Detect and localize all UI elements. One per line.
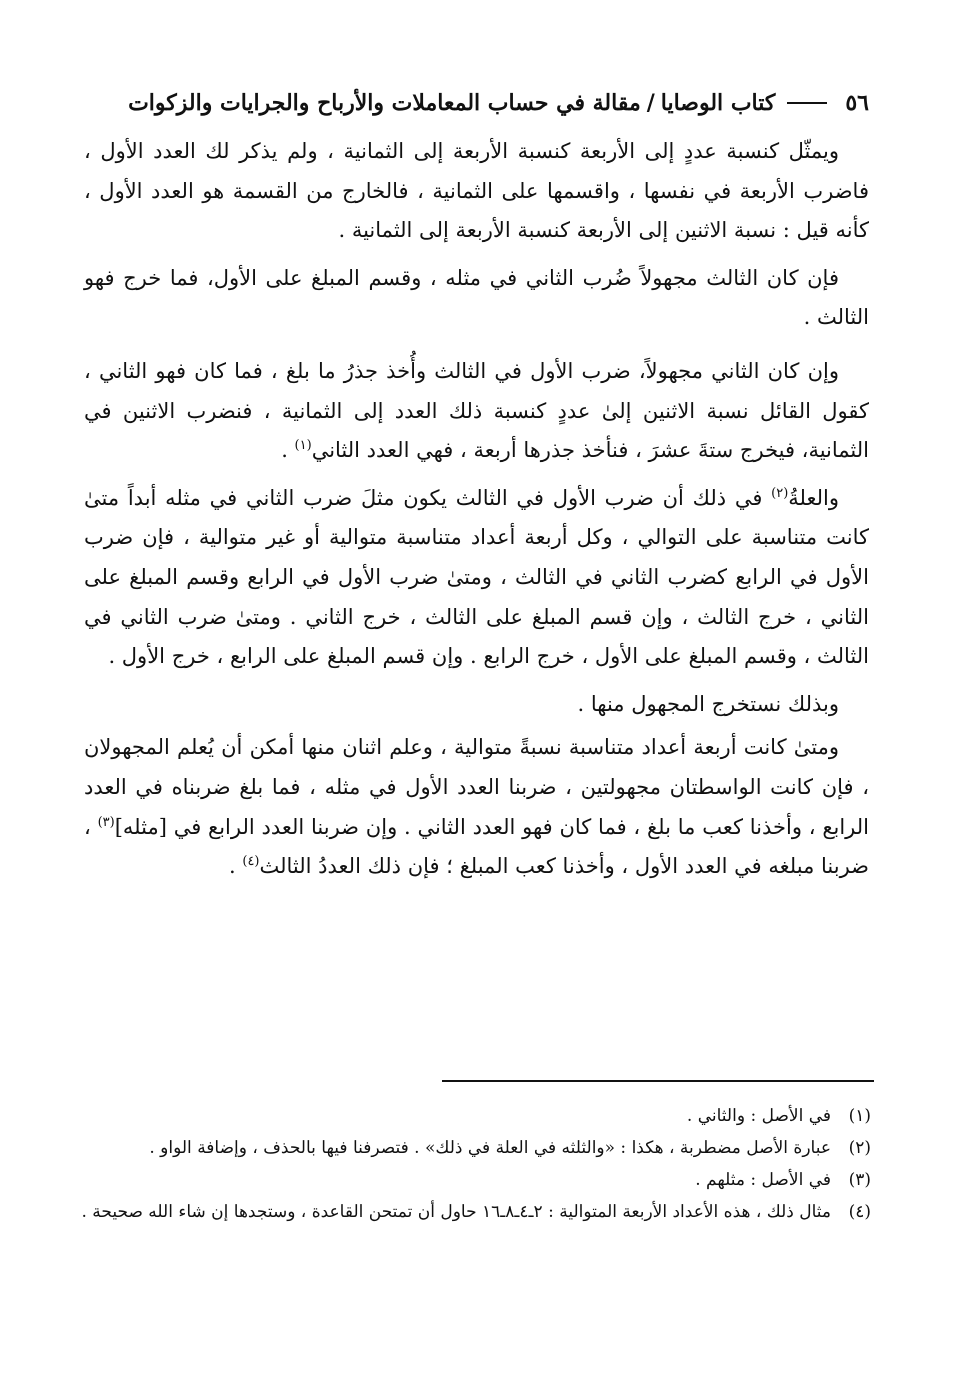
footnote-number: (٣) [848, 1170, 871, 1190]
footnote-4 [81, 1198, 871, 1226]
paragraph-text-end: في ذلك أن ضرب الأول في الثالث يكون مثلَ ضرب الثاني في مثله أبداً متىٰ كانت متناسبة على التوالي ، وكل أربعة أعداد متناسبة متوالية أو غير متوالية ، فإن ضرب الأول في الرابع كضرب الثاني في الثالث ، ومتىٰ ضرب الأول في الرابع وقسم المبلغ على الثاني ، خرج الثالث ، وإن قسم المبلغ على الثالث ، خرج الثاني . ومتىٰ ضرب الثاني في الثالث ، وقسم المبلغ على الأول ، خرج الرابع . وإن قسم المبلغ على الرابع ، خرج الأول . [84, 485, 869, 669]
footnote-1 [81, 1102, 871, 1130]
paragraph-text-end: . [229, 854, 243, 879]
paragraph-text-end: . [281, 438, 295, 463]
footnote-ref-4: (٤) [242, 854, 260, 870]
footnotes [81, 1102, 871, 1230]
paragraph-5 [84, 685, 869, 725]
running-header [84, 86, 869, 120]
page-number: ٥٦ [845, 90, 869, 116]
footnote-number: (٤) [848, 1202, 871, 1222]
footnote-3 [81, 1166, 871, 1194]
paragraph-2 [84, 259, 869, 338]
paragraph-1 [84, 132, 869, 251]
footnote-text: في الأصل : والثاني . [686, 1106, 831, 1126]
paragraph-text: والعلةُ [788, 485, 839, 510]
footnote-2 [81, 1134, 871, 1162]
book-title: كتاب الوصايا [660, 90, 776, 116]
footnote-ref-1: (١) [294, 438, 312, 454]
footnote-ref-2: (٢) [771, 485, 789, 501]
paragraph-text: ويمثّل كنسبة عددٍ إلى الأربعة كنسبة الأربعة إلى الثمانية ، ولم يذكر لك العدد الأول ، فاضرب الأربعة في نفسها ، واقسمها على الثمانية ، فالخارج من القسمة هو العدد الأول ، كأنه قيل : نسبة الاثنين إلى الأربعة كنسبة الأربعة إلى الثمانية . [84, 139, 869, 243]
footnote-ref-3: (٣) [97, 814, 115, 830]
article-title: مقالة في حساب المعاملات والأرباح والجرايات والزكوات [128, 90, 641, 116]
header-separator: / [646, 90, 655, 116]
footnote-text: في الأصل : مثلهم . [695, 1170, 831, 1190]
paragraph-text: وبذلك نستخرج المجهول منها . [577, 691, 839, 716]
footnote-number: (١) [848, 1106, 871, 1126]
main-text [84, 132, 869, 895]
paragraph-6 [84, 728, 869, 886]
footnote-text: مثال ذلك ، هذه الأعداد الأربعة المتوالية : ٢ـ٤ـ٨ـ١٦ حاول أن تمتحن القاعدة ، وستجدها إن شاء الله صحيحة . [81, 1202, 831, 1222]
paragraph-3 [84, 352, 869, 471]
footnote-number: (٢) [848, 1138, 871, 1158]
paragraph-text: فإن كان الثالث مجهولاً ضُرب الثاني في مثله ، وقسم المبلغ على الأول، فما خرج فهو الثالث . [84, 265, 869, 330]
paragraph-text: ومتىٰ كانت أربعة أعداد متناسبة نسبةً متوالية ، وعلم اثنان منها أمكن أن يُعلم المجهولان ، فإن كانت الواسطتان مجهولتين ، ضربنا العدد الأول في مثله ، فما بلغ ضربناه في العدد الرابع ، وأخذنا كعب ما بلغ ، فما كان فهو العدد الثاني . وإن ضربنا العدد الرابع في [مثله] [84, 735, 869, 839]
header-dash [787, 102, 827, 104]
paragraph-4 [84, 479, 869, 677]
footnote-divider [442, 1080, 874, 1082]
paragraph-text-middle: ، ضربنا مبلغه في العدد الأول ، وأخذنا كعب المبلغ ؛ فإن ذلك العددُ الثالث [84, 814, 869, 879]
paragraph-text: وإن كان الثاني مجهولاً، ضرب الأول في الثالث وأُخذ جذرُ ما بلغ ، فما كان فهو الثاني ، كقول القائل نسبة الاثنين إلىٰ عددٍ كنسبة ذلك العدد إلى الثمانية ، فنضرب الاثنين في الثمانية، فيخرج ستةَ عشرَ ، فنأخذ جذرها أربعة ، فهي العدد الثاني [84, 358, 869, 463]
footnote-text: عبارة الأصل مضطربة ، هكذا : «والثلثه في العلة في ذلك» . فتصرفنا فيها بالحذف ، وإضافة الواو . [149, 1138, 831, 1158]
